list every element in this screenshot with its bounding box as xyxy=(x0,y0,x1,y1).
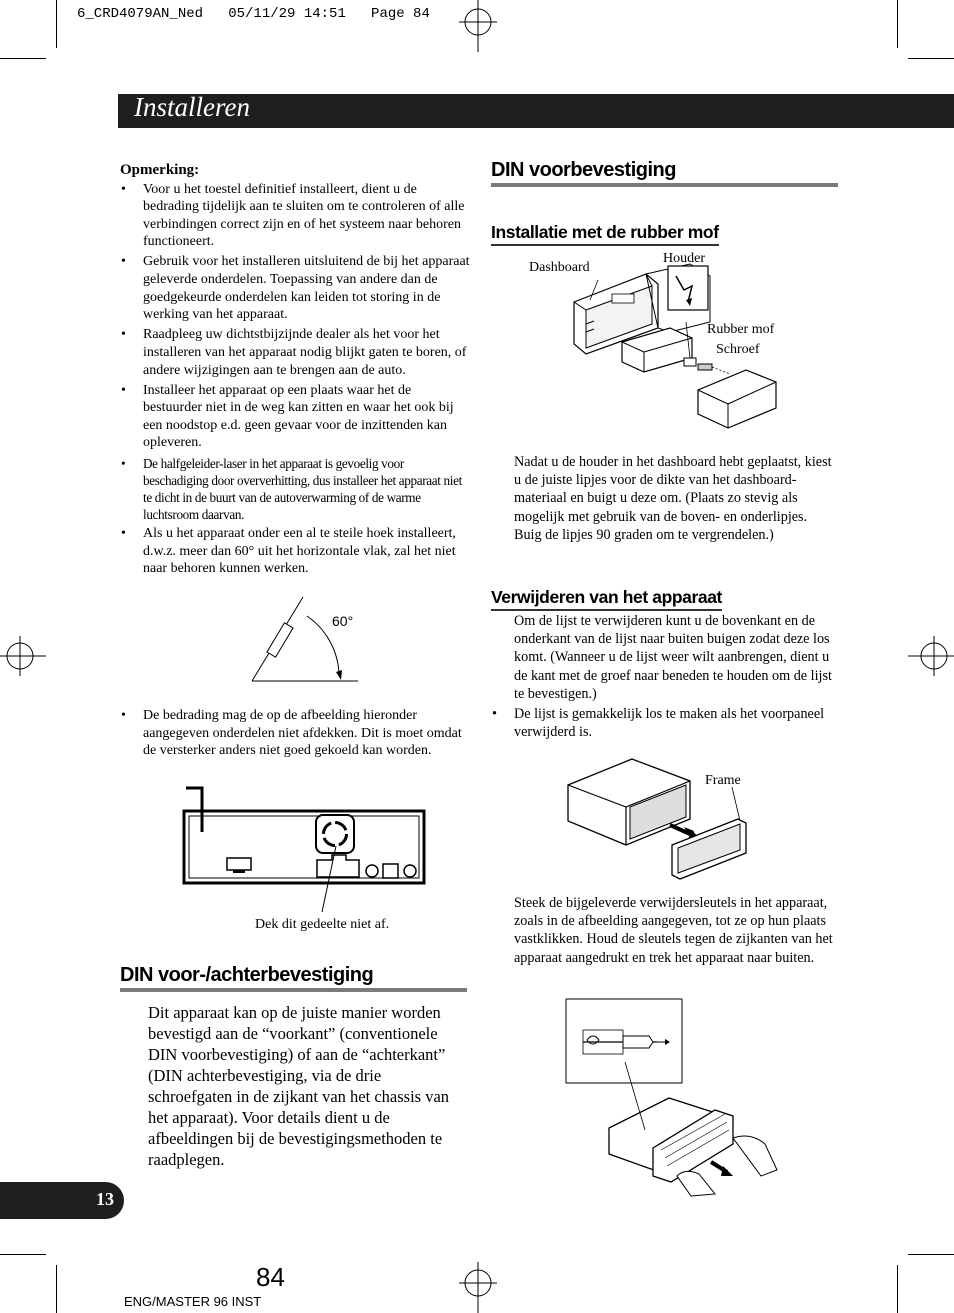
list-item: • De halfgeleider-laser in het apparaat is gevoelig voor beschadiging door oververhitting, dus installeer het apparaat niet te dicht in de buurt van de autoverwarming of de warme luchtsroom daarvan. xyxy=(120,455,470,523)
list-item: • Als u het apparaat onder een al te steile hoek installeert, d.w.z. meer dan 60° uit het horizontale vlak, zal het niet naar behoren kunnen werken. xyxy=(120,525,470,578)
section-din-front-rear xyxy=(120,964,467,992)
label-rubber: Rubber mof xyxy=(707,322,775,337)
registration-mark-bottom xyxy=(455,1262,501,1313)
rubber-body: Nadat u de houder in het dashboard hebt geplaatst, kiest u de juiste lipjes voor de dikte van het dashboard-materiaal en buigt u deze om. (Plaats zo stevig als mogelijk met gebruik van de boven- en onderlipjes. Buig de lipjes 90 graden om te vergrendelen.) xyxy=(514,454,832,543)
label-houder: Houder xyxy=(663,251,705,266)
registration-mark-top xyxy=(455,0,501,52)
label-frame: Frame xyxy=(705,773,741,788)
list-item: • De bedrading mag de op de afbeelding hieronder aangegeven onderdelen niet afdekken. Dit is moet omdat de versterker anders niet goed gekoeld kan worden. xyxy=(120,707,470,760)
note-title: Opmerking: xyxy=(120,162,200,178)
keys-figure xyxy=(565,998,785,1198)
crop-mark xyxy=(908,58,954,59)
angle-figure xyxy=(240,590,370,690)
note-list xyxy=(120,181,470,578)
section-heading: DIN voor-/achterbevestiging xyxy=(120,964,374,986)
crop-mark xyxy=(56,0,57,48)
caption-cover: Dek dit gedeelte niet af. xyxy=(255,917,390,932)
crop-mark xyxy=(897,0,898,48)
list-item: • Gebruik voor het installeren uitsluitend de bij het apparaat geleverde onderdelen. Toepassing van andere dan de goedgekeurde onderdelen kan leiden tot storing in de werking van het apparaat. xyxy=(120,253,470,323)
side-tab-number: 13 xyxy=(96,1189,114,1209)
note-block xyxy=(120,162,470,580)
remove-note xyxy=(491,705,837,744)
section-heading: DIN voorbevestiging xyxy=(491,159,676,181)
label-schroef: Schroef xyxy=(716,342,760,357)
chapter-title: Installeren xyxy=(134,92,250,122)
list-item: • De lijst is gemakkelijk los te maken als het voorpaneel verwijderd is. xyxy=(491,705,837,741)
registration-mark-right xyxy=(908,632,954,680)
master-label: ENG/MASTER 96 INST xyxy=(124,1294,262,1309)
registration-mark-left xyxy=(0,632,46,680)
list-item: • Installeer het apparaat op een plaats waar het de bestuurder niet in de weg kan zitten en waar het ook bij een noodstop e.d. geen gevaar voor de inzittenden kan opleveren. xyxy=(120,382,470,452)
crop-mark xyxy=(0,58,46,59)
heading-rule xyxy=(120,988,467,992)
remove-body: Om de lijst te verwijderen kunt u de bovenkant en de onderkant van de lijst naar buiten buigen zodat deze los komt. (Wanneer u de lijst weer wilt aanbrengen, dient u de kant met de groef naar beneden te houden om de lijst te bevestigen.) xyxy=(514,613,832,702)
sub-heading-remove xyxy=(491,587,722,611)
list-item: • Voor u het toestel definitief installeert, dient u de bedrading tijdelijk aan te sluiten om te controleren of alle verbindingen correct zijn en of het systeem naar behoren functioneert. xyxy=(120,181,470,251)
angle-label: 60° xyxy=(332,613,354,629)
sub-heading-rubber xyxy=(491,222,719,246)
wiring-note xyxy=(120,707,470,762)
crop-mark xyxy=(908,1254,954,1255)
rear-panel-figure xyxy=(178,784,430,914)
print-slug: 6_CRD4079AN_Ned 05/11/29 14:51 Page 84 xyxy=(77,6,430,22)
section-body: Dit apparaat kan op de juiste manier worden bevestigd aan de “voorkant” (conventionele DIN voorbevestiging) of aan de “achterkant” (DIN achterbevestiging, via de drie schroefgaten in de zijkant van het chassis van het apparaat). Voor details dient u de afbeeldingen bij de bevestigingsmethoden te raadplegen. xyxy=(148,1003,450,1169)
remove-body-keys: Steek de bijgeleverde verwijdersleutels in het apparaat, zoals in de afbeelding aangegeven, tot ze op hun plaats vastklikken. Houd de sleutels tegen de zijkanten van het apparaat aangedrukt en trek het apparaat naar buiten. xyxy=(514,895,833,966)
subsection-heading: Verwijderen van het apparaat xyxy=(491,587,722,611)
page-number: 84 xyxy=(256,1262,285,1292)
crop-mark xyxy=(56,1265,57,1313)
crop-mark xyxy=(0,1254,46,1255)
list-item: • Raadpleeg uw dichtstbijzijnde dealer als het voor het installeren van het apparaat nodig blijkt gaten te boren, of andere wijzigingen aan te brengen aan de auto. xyxy=(120,326,470,379)
heading-rule xyxy=(491,183,838,187)
section-din-front xyxy=(491,159,838,187)
crop-mark xyxy=(897,1265,898,1313)
label-dashboard: Dashboard xyxy=(529,260,590,275)
subsection-heading: Installatie met de rubber mof xyxy=(491,222,719,246)
